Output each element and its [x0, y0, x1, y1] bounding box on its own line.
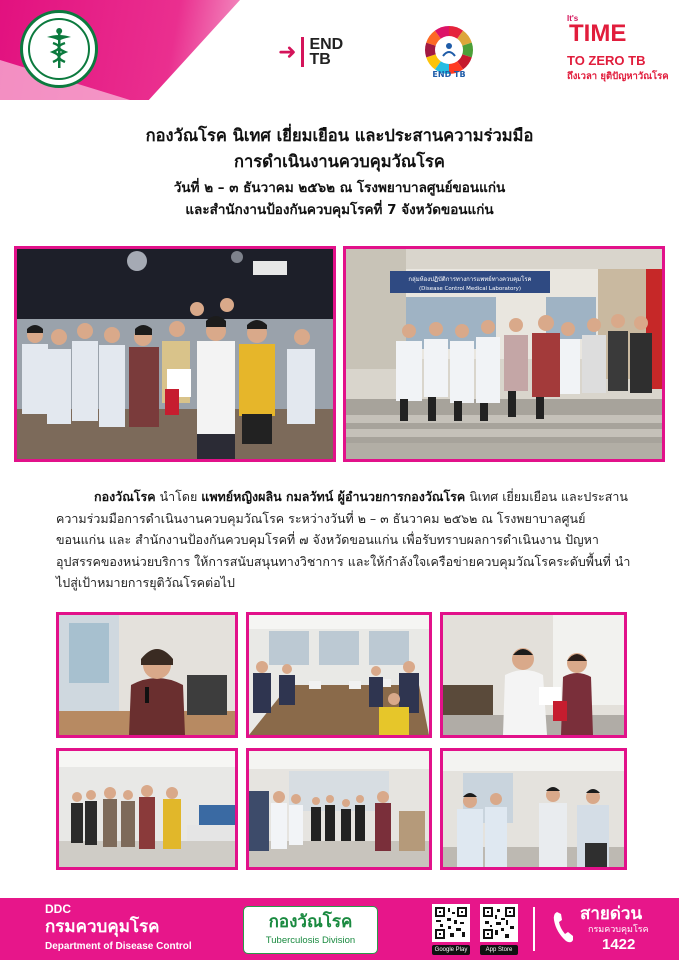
ddc-full: Department of Disease Control — [45, 941, 192, 952]
photo-director-speaking — [56, 612, 238, 738]
end-tb-bar — [301, 37, 304, 67]
ddc-thai: กรมควบคุมโรค — [45, 917, 160, 937]
photo-staff-discussion — [440, 748, 627, 870]
sdg-label: END TB — [432, 70, 466, 79]
app-store-badge[interactable]: App Store — [480, 945, 518, 955]
photo-group-building — [343, 246, 665, 462]
title-line4: และสำนักงานป้องกันควบคุมโรคที่ 7 จังหวัดขอนแก่น — [185, 202, 494, 218]
photo-handover — [440, 612, 627, 738]
tb-division-en: Tuberculosis Division — [265, 935, 356, 946]
end-tb-line1: END — [309, 36, 344, 53]
moph-caduceus-icon — [28, 18, 90, 80]
title-line2: การดำเนินงานควบคุมวัณโรค — [234, 152, 445, 171]
tz-zero: TO ZERO TB — [567, 53, 646, 68]
end-tb-logo — [278, 37, 343, 67]
hotline-block — [580, 903, 649, 954]
hotline-number[interactable]: 1422 — [602, 936, 636, 953]
photo-visit-corridor — [56, 748, 238, 870]
hotline-sub: กรมควบคุมโรค — [588, 925, 649, 935]
hotline-label: สายด่วน — [580, 904, 643, 924]
time-to-zero-tb-logo — [567, 14, 667, 84]
tz-time: TIME — [569, 20, 627, 47]
ddc-logo — [45, 903, 192, 954]
photo-meeting-room — [246, 612, 432, 738]
title-line3: วันที่ ๒ – ๓ ธันวาคม ๒๕๖๒ ณ โรงพยาบาลศูนย์ขอนแก่น — [173, 180, 506, 196]
body-paragraph — [56, 486, 634, 594]
moph-logo — [20, 10, 98, 88]
page-footer — [0, 898, 679, 960]
page-header — [0, 0, 679, 100]
ddc-abbr: DDC — [45, 902, 71, 916]
title-line1: กองวัณโรค นิเทศ เยี่ยมเยือน และประสานความร่วมมือ — [145, 126, 534, 145]
lab-sign-text-en: (Disease Control Medical Laboratory) — [418, 286, 522, 292]
tb-division-logo — [243, 906, 378, 954]
photo-visit-hallway — [246, 748, 432, 870]
para-org: กองวัณโรค — [94, 489, 156, 504]
para-t1: นำโดย — [155, 489, 202, 504]
para-t2: นิเทศ เยี่ยมเยือน และประสานความร่วมมือการดำเนินงานควบคุมวัณโรค ระหว่างวันที่ ๒ – ๓ ธันวาคม ๒๕๖๒ ณ โรงพยาบาลศูนย์ขอนแก่น และ สำนักงานป้องกันควบคุมโรคที่ ๗ จังหวัดขอนแก่น เพื่อรับทราบผลการดำเนินงาน ปัญหา อุปสรรคของหน่วยบริการ ให้การสนับสนุนทางวิชาการ และให้กำลังใจเครือข่ายควบคุมวัณโรคระดับพื้นที่ นำไปสู่เป้าหมายการยุติวัณโรคต่อไป — [56, 489, 631, 590]
photo-group-indoor — [14, 246, 336, 462]
para-leader: แพทย์หญิงผลิน กมลวัทน์ ผู้อำนวยการกองวัณโรค — [201, 489, 466, 504]
end-tb-line2: TB — [309, 51, 331, 68]
footer-divider — [533, 907, 535, 951]
phone-icon — [552, 910, 574, 944]
tz-its: It's — [567, 14, 579, 23]
google-play-badge[interactable]: Google Play — [432, 945, 470, 955]
tb-division-thai: กองวัณโรค — [268, 912, 353, 932]
arrow-icon: ➜ — [278, 39, 297, 65]
qr-code-ios[interactable] — [480, 904, 518, 942]
sdg-wheel-icon — [423, 24, 475, 76]
qr-code-android[interactable] — [432, 904, 470, 942]
tz-thai: ถึงเวลา ยุติปัญหาวัณโรค — [567, 71, 669, 82]
lab-sign-text: กลุ่มห้องปฏิบัติการทางการแพทย์ทางควบคุมโรค — [408, 276, 532, 283]
page-title — [0, 123, 679, 221]
